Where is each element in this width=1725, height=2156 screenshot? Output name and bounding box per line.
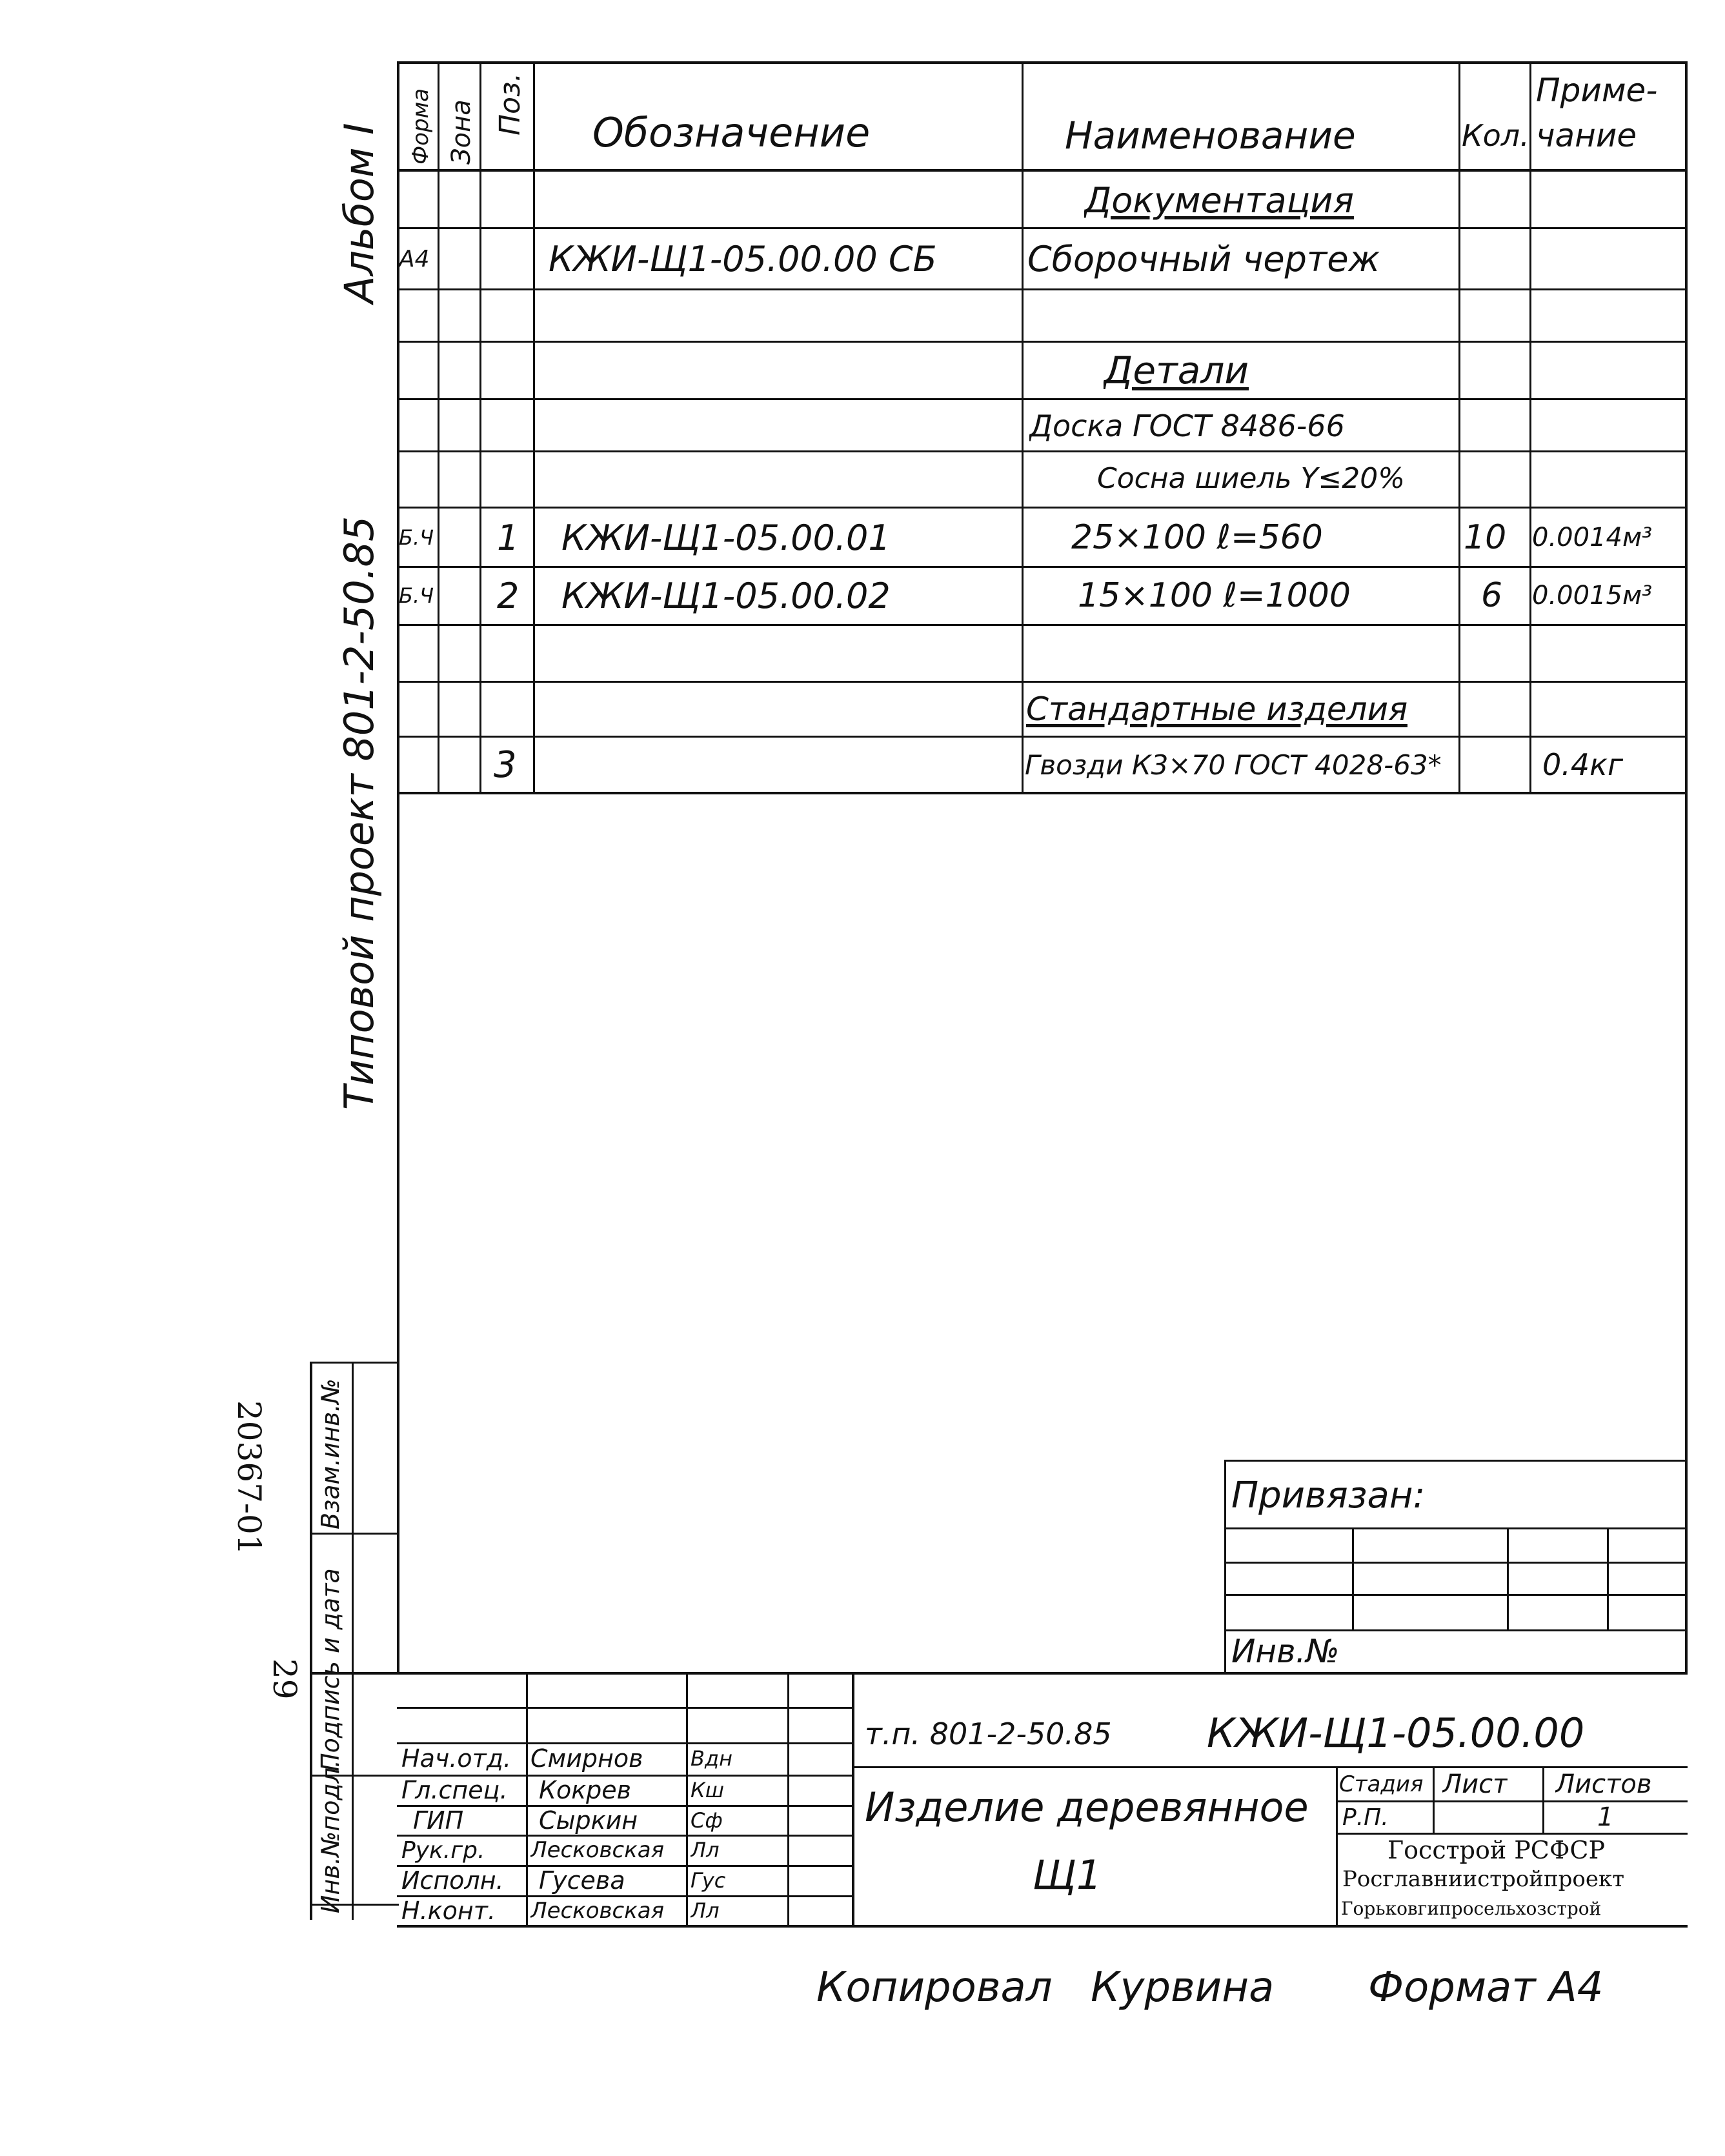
header-qty: Кол. bbox=[1462, 118, 1529, 153]
signer-role: Гл.спец. bbox=[401, 1776, 508, 1804]
signer-role: ГИП bbox=[413, 1806, 464, 1835]
stage-label: Стадия bbox=[1339, 1771, 1424, 1797]
copier-name: Курвина bbox=[1091, 1964, 1275, 2011]
product-name-line2: Щ1 bbox=[1033, 1851, 1102, 1899]
row6-format: Б.Ч bbox=[399, 583, 434, 608]
product-name-line1: Изделие деревянное bbox=[865, 1783, 1309, 1831]
sign-date-label: Подпись и дата bbox=[316, 1568, 345, 1771]
row4-name-sub: Сосна шиель Y≤20% bbox=[1097, 461, 1406, 495]
signer-name: Лесковская bbox=[530, 1898, 665, 1924]
row6-qty: 6 bbox=[1481, 576, 1503, 615]
section-standard: Стандартные изделия bbox=[1026, 690, 1408, 728]
row5-pos: 1 bbox=[497, 517, 520, 558]
album-label: Альбом I bbox=[336, 123, 383, 303]
row6-designation: КЖИ-Щ1-05.00.02 bbox=[561, 575, 891, 616]
doc-code: КЖИ-Щ1-05.00.00 bbox=[1207, 1709, 1585, 1757]
replace-inv-label: Взам.инв.№ bbox=[316, 1378, 345, 1529]
row9-name: Гвозди К3×70 ГОСТ 4028-63* bbox=[1025, 749, 1442, 781]
frame-top bbox=[397, 61, 1688, 64]
row1-name: Сборочный чертеж bbox=[1027, 238, 1380, 279]
privyazan-label: Привязан: bbox=[1231, 1474, 1426, 1516]
signer-role: Исполн. bbox=[401, 1866, 504, 1895]
row1-designation: КЖИ-Щ1-05.00.00 СБ bbox=[549, 238, 937, 279]
copied-label: Копировал bbox=[816, 1964, 1053, 2011]
header-note-line2: чание bbox=[1536, 117, 1637, 154]
row4-name: Доска ГОСТ 8486-66 bbox=[1029, 408, 1345, 443]
signer-name: Кокрев bbox=[539, 1776, 632, 1804]
row9-pos: 3 bbox=[494, 743, 517, 786]
signer-name: Смирнов bbox=[530, 1744, 643, 1773]
project-code: т.п. 801-2-50.85 bbox=[865, 1717, 1112, 1751]
row9-note: 0.4кг bbox=[1542, 747, 1624, 782]
row6-pos: 2 bbox=[497, 575, 520, 616]
signer-sign: Кш bbox=[691, 1778, 724, 1802]
stamp-number: 20367-01 bbox=[230, 1400, 268, 1555]
signer-sign: Сф bbox=[691, 1808, 723, 1833]
signer-sign: Лл bbox=[691, 1838, 720, 1862]
row5-format: Б.Ч bbox=[399, 525, 434, 550]
header-name: Наименование bbox=[1065, 114, 1356, 157]
row5-name: 25×100 ℓ=560 bbox=[1071, 518, 1323, 557]
row6-name: 15×100 ℓ=1000 bbox=[1078, 576, 1351, 615]
signer-role: Нач.отд. bbox=[401, 1744, 512, 1773]
org-line3: Горьковгипросельхозстрой bbox=[1341, 1897, 1602, 1919]
inv-number-label: Инв.№ bbox=[1231, 1633, 1340, 1670]
header-note-line1: Приме- bbox=[1536, 72, 1658, 109]
row5-note: 0.0014м³ bbox=[1532, 523, 1653, 552]
format-label: Формат А4 bbox=[1368, 1964, 1604, 2011]
row5-designation: КЖИ-Щ1-05.00.01 bbox=[561, 517, 891, 558]
section-documentation: Документация bbox=[1084, 179, 1354, 221]
org-line1: Госстрой РСФСР bbox=[1387, 1837, 1606, 1864]
row5-qty: 10 bbox=[1464, 518, 1507, 557]
row6-note: 0.0015м³ bbox=[1532, 581, 1653, 610]
stamp-page: 29 bbox=[266, 1658, 303, 1700]
header-designation: Обозначение bbox=[592, 108, 871, 156]
signer-role: Рук.гр. bbox=[401, 1837, 485, 1864]
header-format: Форма bbox=[408, 88, 434, 165]
signer-name: Лесковская bbox=[530, 1837, 665, 1863]
row1-format: А4 bbox=[399, 245, 430, 272]
sheet-label: Лист bbox=[1442, 1769, 1508, 1799]
header-zone: Зона bbox=[447, 99, 476, 165]
sheets-label: Листов bbox=[1555, 1769, 1652, 1799]
signer-name: Гусева bbox=[539, 1866, 625, 1895]
org-line2: Росглавниистройпроект bbox=[1342, 1866, 1625, 1892]
section-details: Детали bbox=[1104, 348, 1249, 392]
stage-value: Р.П. bbox=[1342, 1804, 1389, 1831]
inv-no-label: Инв.№подл. bbox=[316, 1759, 345, 1913]
sheets-value: 1 bbox=[1597, 1802, 1614, 1832]
signer-role: Н.конт. bbox=[401, 1897, 496, 1925]
signer-name: Сыркин bbox=[539, 1806, 638, 1835]
signer-sign: Вдн bbox=[691, 1746, 732, 1771]
header-pos: Поз. bbox=[494, 72, 527, 136]
project-label: Типовой проект 801-2-50.85 bbox=[336, 516, 383, 1110]
frame-right bbox=[1685, 61, 1688, 1675]
signer-sign: Лл bbox=[691, 1899, 720, 1923]
signer-sign: Гус bbox=[691, 1868, 726, 1893]
frame-left bbox=[397, 61, 399, 1675]
